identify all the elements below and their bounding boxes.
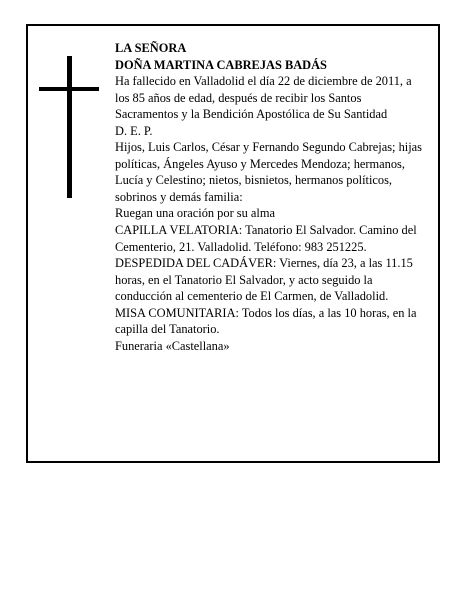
notice-heading: LA SEÑORA [115, 41, 187, 55]
farewell-info: DESPEDIDA DEL CADÁVER: Viernes, día 23, a las 11.15 horas, en el Tanatorio El Salvador, y acto seguido la conducción al cementerio de El Carmen, de Valladolid. [115, 256, 413, 304]
prayer-request: Ruegan una oración por su alma [115, 206, 275, 221]
obituary-notice [26, 24, 440, 463]
cross-horizontal-bar [39, 87, 99, 91]
chapel-info: CAPILLA VELATORIA: Tanatorio El Salvador. Camino del Cementerio, 21. Valladolid. Teléfono: 983 251225. [115, 223, 417, 254]
funeral-home: Funeraria «Castellana» [115, 338, 230, 353]
deceased-name: DOÑA MARTINA CABREJAS BADÁS [115, 57, 327, 72]
notice-body [115, 40, 427, 354]
mass-info: MISA COMUNITARIA: Todos los días, a las 10 horas, en la capilla del Tanatorio. [115, 305, 417, 337]
family-list: Hijos, Luis Carlos, César y Fernando Segundo Cabrejas; hijas políticas, Ángeles Ayuso y Mercedes Mendoza; hermanos, Lucía y Celestino; nietos, bisnietos, hermanos políticos, sobrinos y demás familia: [115, 140, 422, 204]
cross-vertical-bar [67, 56, 72, 198]
death-announcement: Ha fallecido en Valladolid el día 22 de diciembre de 2011, a los 85 años de edad, después de recibir los Santos Sacramentos y la Bendición Apostólica de Su Santidad [115, 74, 412, 122]
dep-line: D. E. P. [115, 123, 153, 138]
